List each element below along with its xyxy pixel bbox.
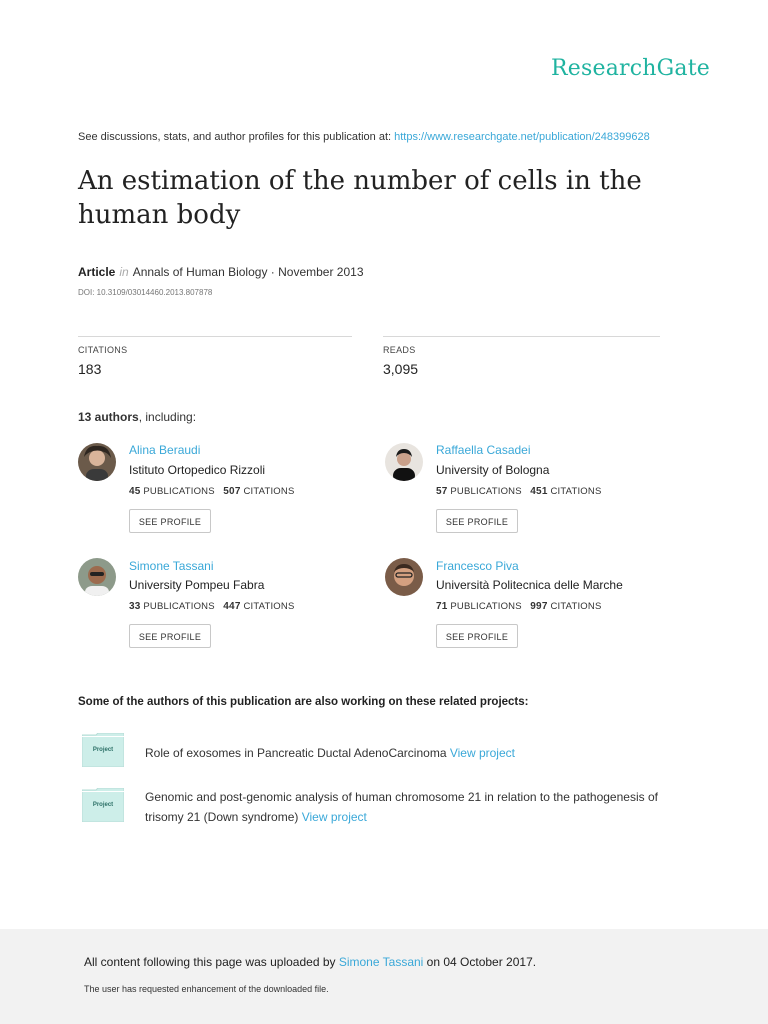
project-icon-label: Project: [92, 802, 114, 808]
avatar[interactable]: [78, 443, 116, 481]
doi: DOI: 10.3109/03014460.2013.807878: [78, 288, 213, 297]
project-item: [145, 787, 705, 827]
citations-count: 183: [78, 361, 102, 377]
uploader-link[interactable]: Simone Tassani: [338, 955, 424, 969]
publication-type: Article: [78, 265, 116, 279]
authors-header: [78, 410, 196, 424]
view-project-link[interactable]: View project: [449, 746, 515, 760]
see-profile-button[interactable]: SEE PROFILE: [129, 624, 211, 648]
avatar[interactable]: [78, 558, 116, 596]
see-profile-button[interactable]: SEE PROFILE: [436, 509, 518, 533]
view-project-link[interactable]: View project: [301, 810, 367, 824]
author-affiliation: Istituto Ortopedico Rizzoli: [129, 463, 266, 477]
project-icon-label: Project: [92, 747, 114, 753]
project-title: Role of exosomes in Pancreatic Ductal AdenoCarcinoma: [145, 746, 450, 760]
reads-label: READS: [383, 345, 416, 355]
author-name-link[interactable]: Raffaella Casadei: [436, 443, 531, 457]
author-affiliation: University Pompeu Fabra: [129, 578, 265, 592]
discussion-line: [78, 131, 650, 143]
project-folder-icon[interactable]: [82, 733, 124, 767]
authors-count: 13 authors: [78, 410, 139, 424]
author-stats: 33 PUBLICATIONS 447 CITATIONS: [129, 601, 295, 612]
researchgate-logo[interactable]: ResearchGate: [551, 56, 710, 81]
avatar[interactable]: [385, 558, 423, 596]
project-title: Genomic and post-genomic analysis of human chromosome 21 in relation to the pathogenesis of: [145, 790, 658, 804]
author-name-link[interactable]: Alina Beraudi: [129, 443, 201, 457]
enhancement-note: The user has requested enhancement of the downloaded file.: [84, 984, 329, 994]
author-name-link[interactable]: Francesco Piva: [436, 559, 519, 573]
avatar[interactable]: [385, 443, 423, 481]
authors-suffix: , including:: [138, 410, 197, 424]
author-name-link[interactable]: Simone Tassani: [129, 559, 214, 573]
author-stats: 57 PUBLICATIONS 451 CITATIONS: [436, 486, 602, 497]
author-affiliation: University of Bologna: [436, 463, 550, 477]
footer-panel: [0, 929, 768, 1024]
publication-url-link[interactable]: https://www.researchgate.net/publication/248399628: [394, 131, 650, 143]
publication-meta: [78, 265, 364, 279]
project-item: [145, 743, 515, 763]
author-affiliation: Università Politecnica delle Marche: [436, 578, 623, 592]
upload-notice: All content following this page was uploaded by Simone Tassani on 04 October 2017.: [84, 955, 537, 969]
author-stats: 71 PUBLICATIONS 997 CITATIONS: [436, 601, 602, 612]
reads-count: 3,095: [383, 361, 419, 377]
divider-citations: [78, 336, 352, 337]
related-projects-header: Some of the authors of this publication are also working on these related projects:: [78, 696, 529, 708]
discussion-text: See discussions, stats, and author profiles for this publication at:: [78, 131, 395, 143]
publication-venue: Annals of Human Biology · November 2013: [132, 265, 364, 279]
publication-title: An estimation of the number of cells in the human body: [78, 166, 642, 230]
see-profile-button[interactable]: SEE PROFILE: [129, 509, 211, 533]
citations-label: CITATIONS: [78, 345, 128, 355]
author-stats: 45 PUBLICATIONS 507 CITATIONS: [129, 486, 295, 497]
divider-reads: [383, 336, 660, 337]
project-title-cont: trisomy 21 (Down syndrome): [145, 810, 302, 824]
see-profile-button[interactable]: SEE PROFILE: [436, 624, 518, 648]
in-label: in: [119, 265, 129, 279]
project-folder-icon[interactable]: [82, 788, 124, 822]
